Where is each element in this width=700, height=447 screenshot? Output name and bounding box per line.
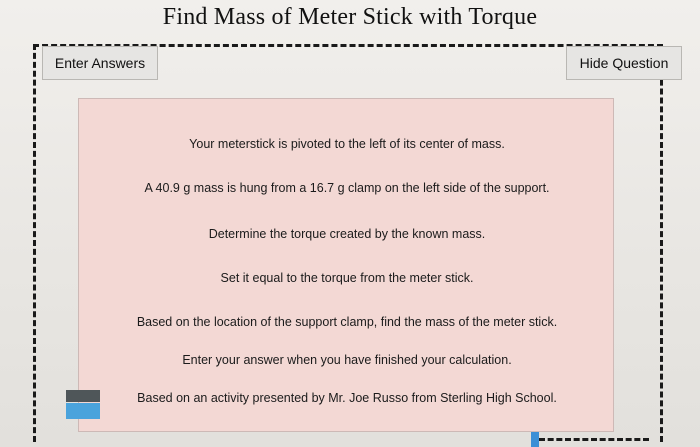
page-title: Find Mass of Meter Stick with Torque bbox=[162, 4, 538, 30]
bottom-blue-marker bbox=[531, 432, 539, 447]
hide-question-button[interactable]: Hide Question bbox=[566, 46, 682, 80]
question-line-4: Set it equal to the torque from the meter stick. bbox=[220, 271, 474, 285]
question-line-5: Based on the location of the support clamp, find the mass of the meter stick. bbox=[136, 315, 558, 329]
question-line-2: A 40.9 g mass is hung from a 16.7 g clamp on the left side of the support. bbox=[144, 181, 550, 195]
side-tab-dark[interactable] bbox=[66, 390, 100, 402]
enter-answers-button[interactable]: Enter Answers bbox=[42, 46, 158, 80]
question-line-7: Based on an activity presented by Mr. Joe Russo from Sterling High School. bbox=[137, 391, 557, 405]
side-tab-blue[interactable] bbox=[66, 403, 100, 419]
question-panel bbox=[78, 98, 614, 432]
question-line-3: Determine the torque created by the known mass. bbox=[208, 227, 486, 241]
question-line-1: Your meterstick is pivoted to the left of its center of mass. bbox=[189, 137, 505, 151]
question-line-6: Enter your answer when you have finished your calculation. bbox=[182, 353, 512, 367]
bottom-dashed-line bbox=[539, 438, 649, 441]
